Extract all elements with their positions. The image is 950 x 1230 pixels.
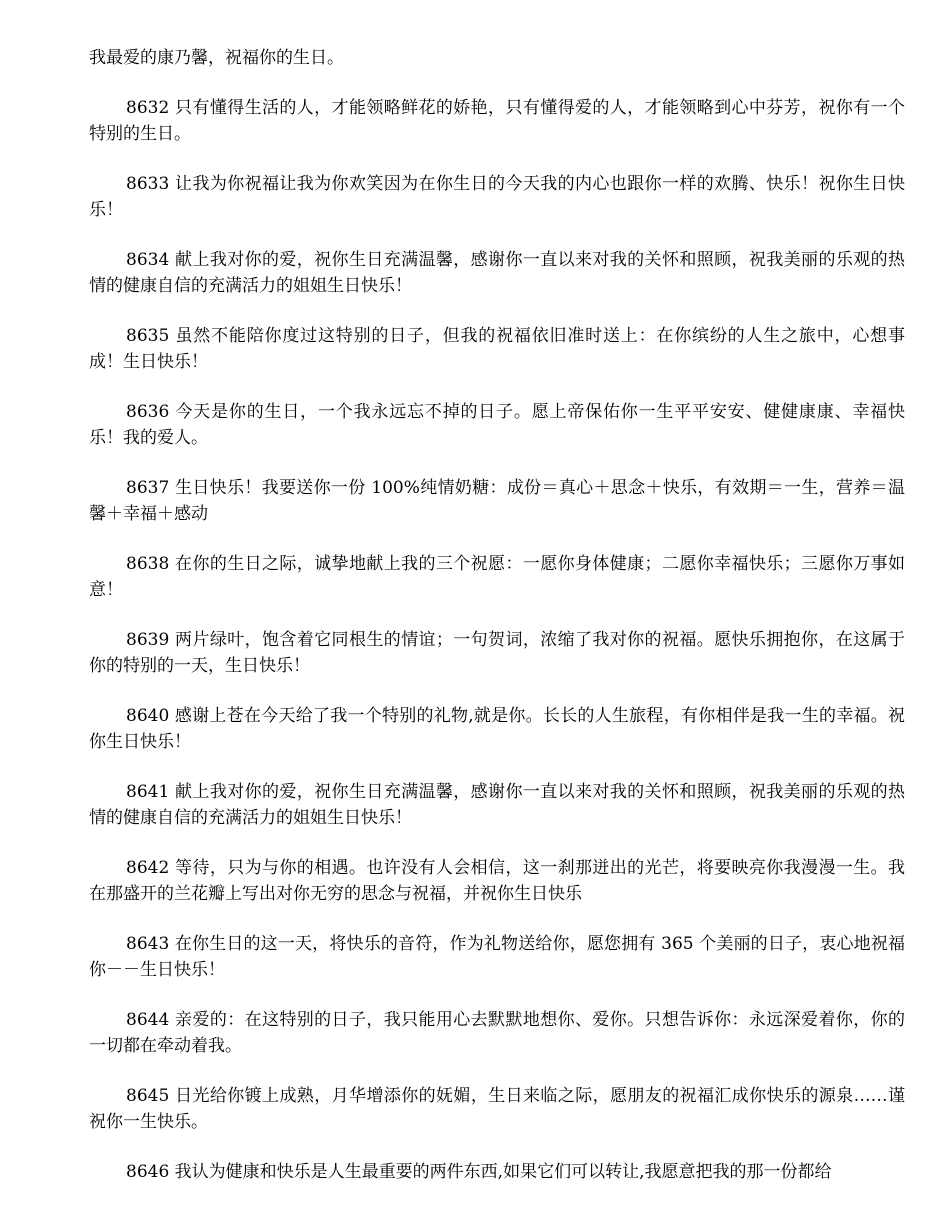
paragraph-8645: 8645 日光给你镀上成熟，月华增添你的妩媚，生日来临之际，愿朋友的祝福汇成你快乐的源泉……谨祝你一生快乐。 — [89, 1086, 905, 1132]
document-body — [89, 45, 905, 1209]
paragraph-8632: 8632 只有懂得生活的人，才能领略鲜花的娇艳，只有懂得爱的人，才能领略到心中芬芳，祝你有一个特别的生日。 — [89, 98, 905, 144]
paragraph-8646: 8646 我认为健康和快乐是人生最重要的两件东西,如果它们可以转让,我愿意把我的那一份都给 — [126, 1162, 832, 1182]
paragraph-8636: 8636 今天是你的生日，一个我永远忘不掉的日子。愿上帝保佑你一生平平安安、健健康康、幸福快乐！我的爱人。 — [89, 402, 905, 448]
paragraph-8639: 8639 两片绿叶，饱含着它同根生的情谊；一句贺词，浓缩了我对你的祝福。愿快乐拥抱你，在这属于你的特别的一天，生日快乐！ — [89, 630, 905, 676]
paragraph-8634: 8634 献上我对你的爱，祝你生日充满温馨，感谢你一直以来对我的关怀和照顾，祝我美丽的乐观的热情的健康自信的充满活力的姐姐生日快乐！ — [89, 250, 905, 296]
paragraph-8644: 8644 亲爱的：在这特别的日子，我只能用心去默默地想你、爱你。只想告诉你：永远深爱着你，你的一切都在牵动着我。 — [89, 1010, 905, 1056]
paragraph-8641: 8641 献上我对你的爱，祝你生日充满温馨，感谢你一直以来对我的关怀和照顾，祝我美丽的乐观的热情的健康自信的充满活力的姐姐生日快乐！ — [89, 782, 905, 828]
paragraph-8635: 8635 虽然不能陪你度过这特别的日子，但我的祝福依旧准时送上：在你缤纷的人生之旅中，心想事成！生日快乐！ — [89, 326, 905, 372]
paragraph-8643: 8643 在你生日的这一天，将快乐的音符，作为礼物送给你，愿您拥有 365 个美丽的日子，衷心地祝福你－－生日快乐！ — [89, 934, 905, 980]
paragraph-8642: 8642 等待，只为与你的相遇。也许没有人会相信，这一刹那迸出的光芒，将要映亮你我漫漫一生。我在那盛开的兰花瓣上写出对你无穷的思念与祝福，并祝你生日快乐 — [89, 858, 905, 904]
paragraph-8638: 8638 在你的生日之际，诚挚地献上我的三个祝愿：一愿你身体健康；二愿你幸福快乐；三愿你万事如意！ — [89, 554, 905, 600]
paragraph-8637: 8637 生日快乐！我要送你一份 100%纯情奶糖：成份＝真心＋思念＋快乐，有效期＝一生，营养＝温馨＋幸福＋感动 — [89, 478, 905, 524]
paragraph-8640: 8640 感谢上苍在今天给了我一个特别的礼物,就是你。长长的人生旅程，有你相伴是我一生的幸福。祝你生日快乐！ — [89, 706, 905, 752]
paragraph-continuation: 我最爱的康乃馨，祝福你的生日。 — [89, 48, 344, 68]
paragraph-8633: 8633 让我为你祝福让我为你欢笑因为在你生日的今天我的内心也跟你一样的欢腾、快乐！祝你生日快乐！ — [89, 174, 905, 220]
